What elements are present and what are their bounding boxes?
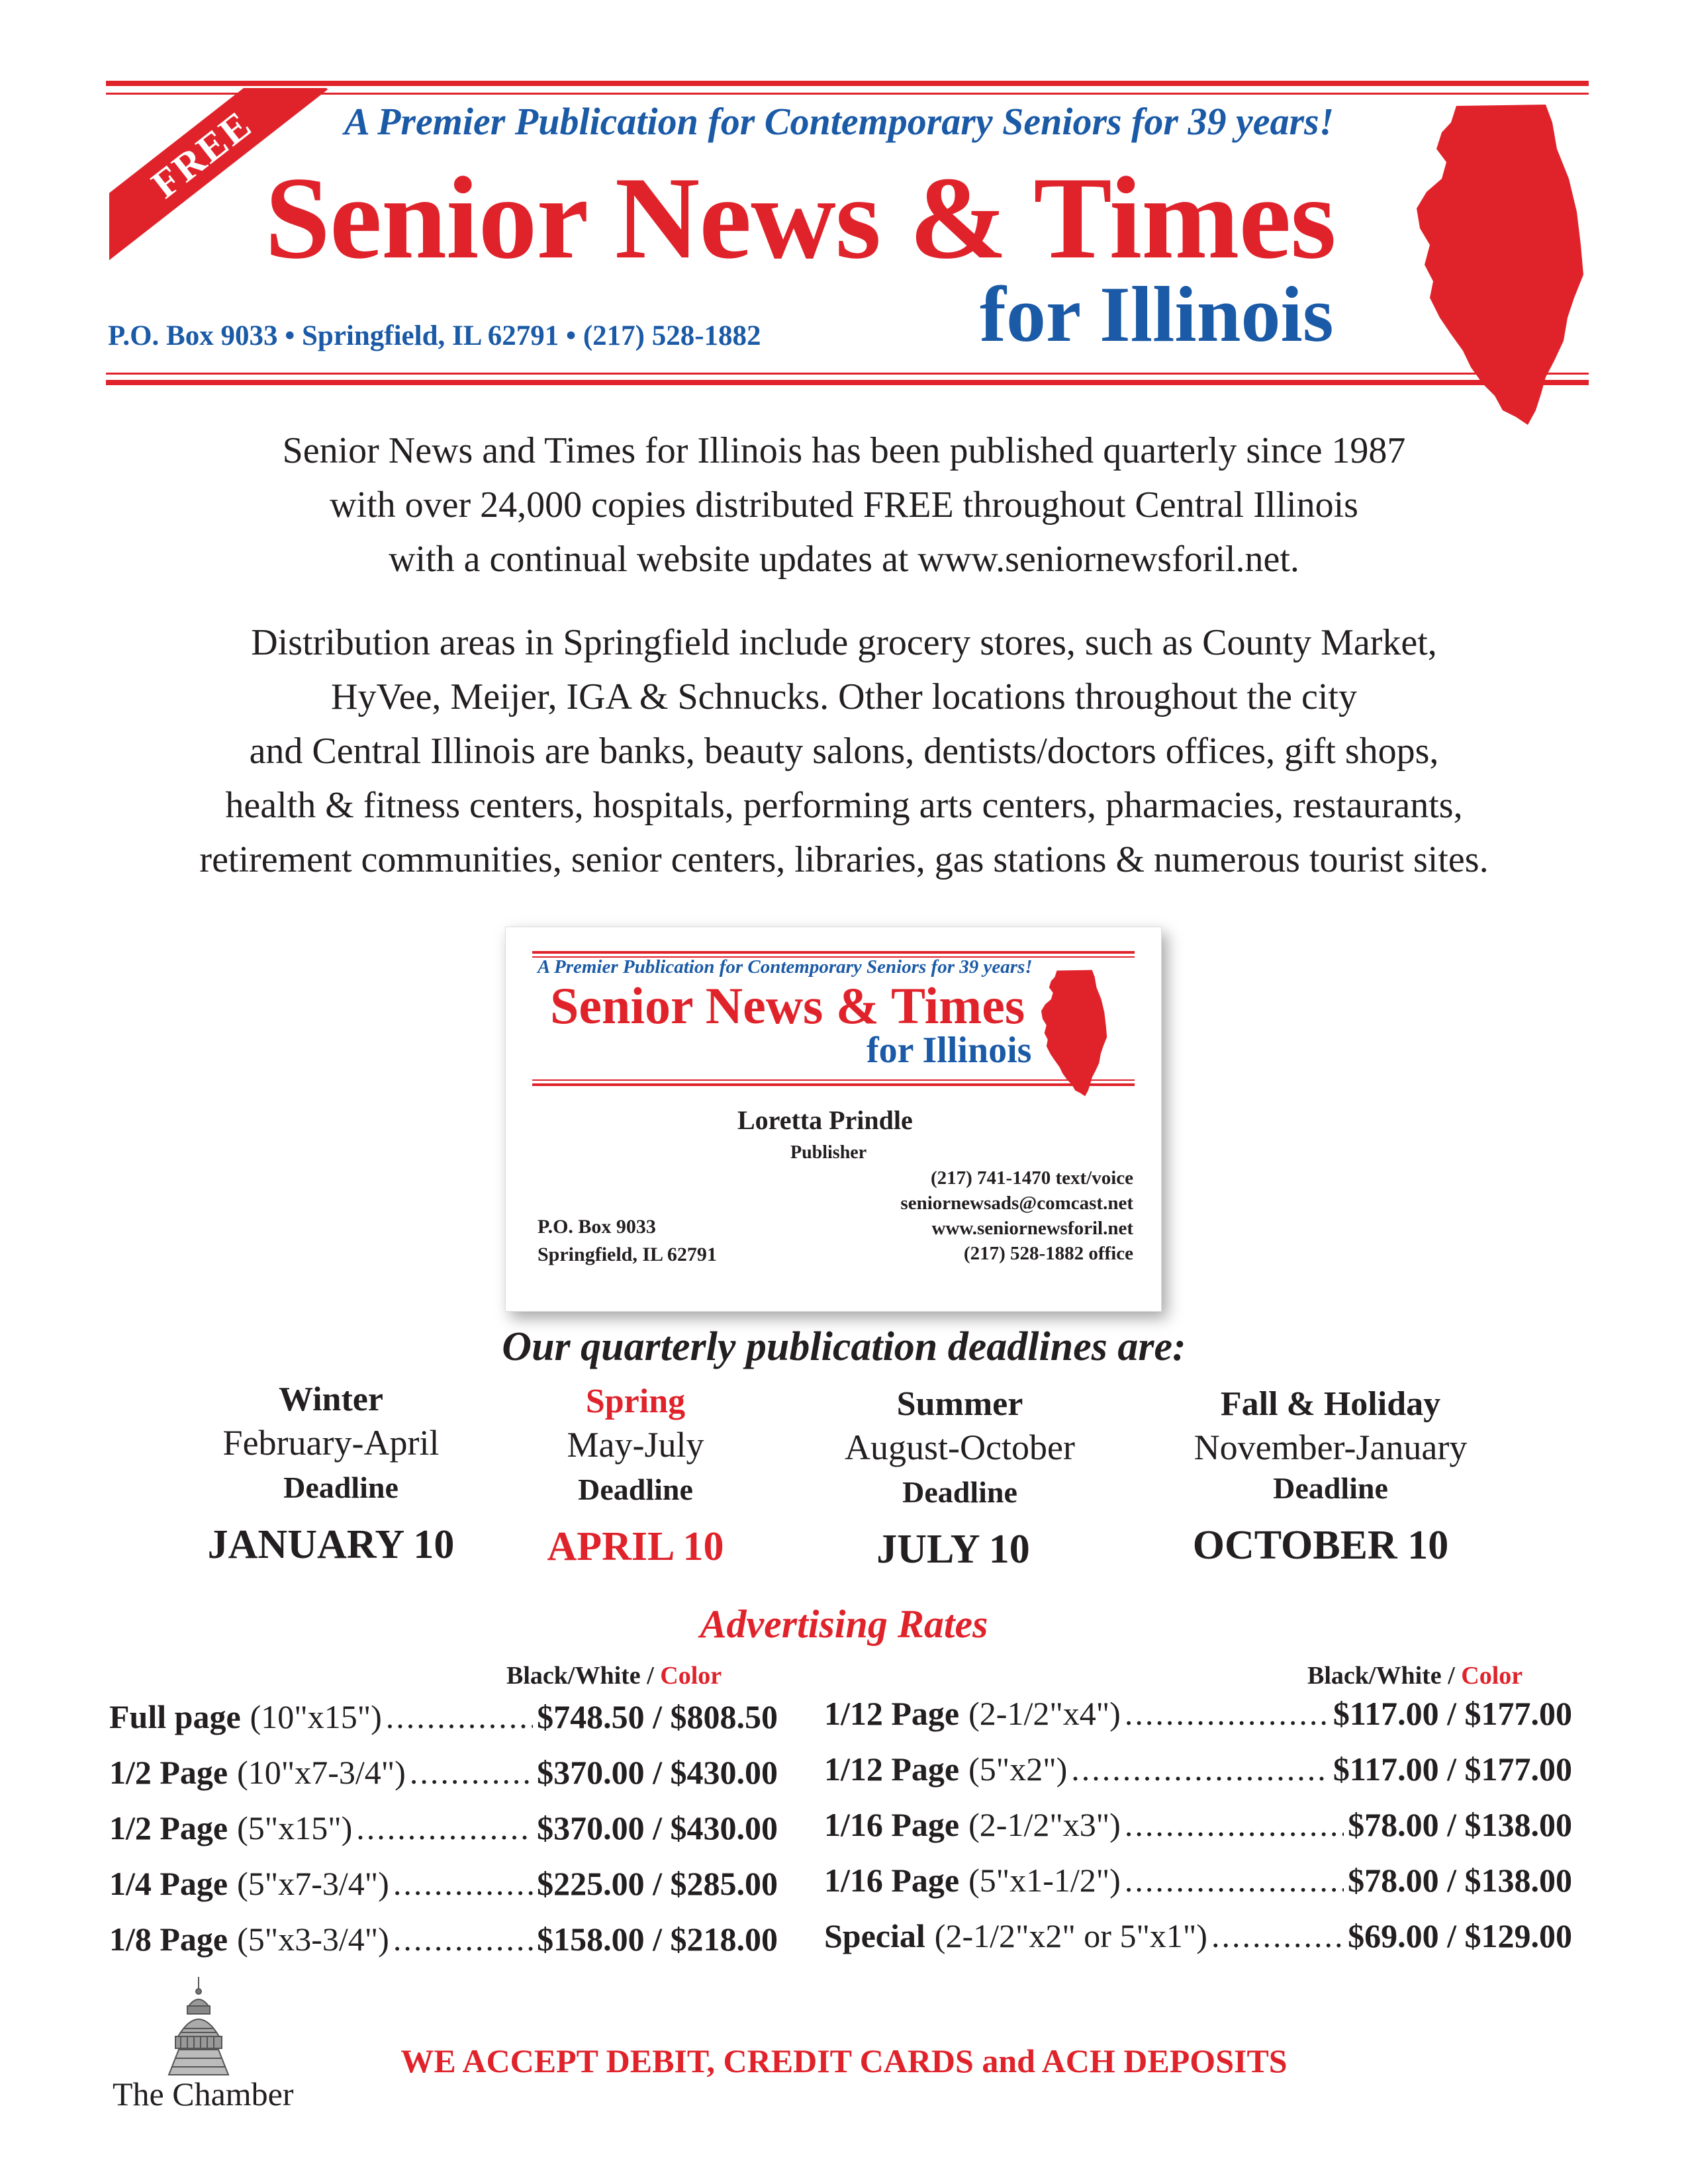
intro-line: Senior News and Times for Illinois has been published quarterly since 1987 (282, 430, 1406, 471)
payment-note: WE ACCEPT DEBIT, CREDIT CARDS and ACH DEPOSITS (400, 2042, 1288, 2079)
column-separator: / (640, 1662, 661, 1690)
rate-leader-dots (1125, 1694, 1329, 1733)
rate-row (824, 1750, 1572, 1801)
intro-line: with over 24,000 copies distributed FREE throughout Central Illinois (330, 484, 1358, 525)
season-winter (152, 1380, 510, 1569)
card-contact-details (900, 1165, 1133, 1266)
season-name: Winter (279, 1381, 383, 1418)
rate-ad-size: (2-1/2"x2" or 5"x1") (934, 1917, 1207, 1954)
intro-line: HyVee, Meijer, IGA & Schnucks. Other locations throughout the city (331, 676, 1357, 717)
rate-row (109, 1753, 778, 1805)
rate-leader-dots (1071, 1750, 1329, 1788)
rate-ad-size: (5"x2") (968, 1751, 1068, 1788)
rate-ad-size: (2-1/2"x3") (968, 1806, 1121, 1843)
column-bw-label: Black/White (1307, 1662, 1442, 1690)
rate-ad-name: 1/16 Page (824, 1806, 960, 1843)
season-deadline-date: JULY 10 (876, 1527, 1030, 1572)
season-name: Spring (585, 1383, 686, 1420)
rate-price: $78.00 / $138.00 (1348, 1806, 1572, 1843)
chamber-label: The Chamber (113, 2075, 294, 2113)
card-po-box: P.O. Box 9033 (538, 1216, 656, 1238)
rate-ad-size: (5"x7-3/4") (237, 1865, 389, 1902)
intro-paragraph-2 (0, 615, 1688, 887)
rate-ad-size: (5"x15") (237, 1809, 353, 1846)
season-name: Fall & Holiday (1220, 1385, 1441, 1423)
rate-ad-name: 1/12 Page (824, 1695, 960, 1732)
season-deadline-date: OCTOBER 10 (1192, 1523, 1449, 1568)
intro-line: Distribution areas in Springfield include grocery stores, such as County Market, (251, 622, 1437, 663)
rate-ad-size: (2-1/2"x4") (968, 1695, 1121, 1732)
rate-price: $370.00 / $430.00 (537, 1809, 778, 1846)
season-deadline-label: Deadline (578, 1473, 693, 1506)
rate-price: $117.00 / $177.00 (1333, 1695, 1572, 1732)
column-color-label: Color (660, 1662, 722, 1690)
rate-price: $225.00 / $285.00 (537, 1865, 778, 1902)
masthead-tagline: A Premier Publication for Contemporary Seniors for 39 years! (344, 100, 1335, 143)
rate-price: $748.50 / $808.50 (537, 1698, 778, 1735)
rate-price: $78.00 / $138.00 (1348, 1862, 1572, 1899)
masthead-bottom-rule-thin (106, 373, 1589, 375)
rate-price: $69.00 / $129.00 (1348, 1917, 1572, 1954)
rate-ad-name: 1/8 Page (109, 1921, 228, 1958)
season-spring (457, 1382, 814, 1570)
masthead-subtitle: for Illinois (980, 270, 1334, 358)
business-card (505, 927, 1162, 1312)
masthead-title: Senior News & Times (265, 152, 1336, 283)
rate-row (109, 1809, 778, 1860)
card-subtitle: for Illinois (867, 1030, 1032, 1071)
intro-paragraph-1 (0, 424, 1688, 586)
season-months: May-July (567, 1425, 704, 1465)
intro-line: health & fitness centers, hospitals, performing arts centers, pharmacies, restaurants, (225, 785, 1463, 826)
rate-price: $370.00 / $430.00 (537, 1754, 778, 1791)
rate-row (824, 1694, 1572, 1746)
season-deadline-date: JANUARY 10 (207, 1522, 455, 1567)
column-separator: / (1441, 1662, 1462, 1690)
rate-row (109, 1698, 778, 1749)
rates-left-column-header (506, 1661, 722, 1690)
card-contact-role: Publisher (790, 1142, 867, 1163)
card-phone-text: (217) 741-1470 text/voice (930, 1167, 1133, 1189)
season-months: February-April (222, 1423, 440, 1463)
rate-ad-size: (10"x15") (250, 1698, 382, 1735)
rate-leader-dots (1211, 1917, 1344, 1955)
rate-row (824, 1861, 1572, 1913)
rate-row (109, 1864, 778, 1916)
rate-ad-name: 1/2 Page (109, 1809, 228, 1846)
card-tagline: A Premier Publication for Contemporary Seniors for 39 years! (538, 956, 1033, 978)
rate-ad-name: Full page (109, 1698, 241, 1735)
rate-row (824, 1917, 1572, 1968)
season-fall-holiday (1152, 1385, 1509, 1569)
rate-row (824, 1805, 1572, 1857)
card-website: www.seniornewsforil.net (931, 1218, 1133, 1239)
card-top-rule-thick (532, 951, 1135, 954)
rate-leader-dots (356, 1809, 533, 1847)
rate-price: $158.00 / $218.00 (537, 1921, 778, 1958)
masthead-bottom-rule-thick (106, 380, 1589, 385)
intro-line: and Central Illinois are banks, beauty salons, dentists/doctors offices, gift shops, (249, 731, 1439, 772)
card-contact-name: Loretta Prindle (737, 1105, 913, 1135)
intro-line: retirement communities, senior centers, libraries, gas stations & numerous tourist sites. (199, 839, 1489, 880)
card-illinois-map-icon (1039, 964, 1125, 1103)
rate-ad-name: 1/12 Page (824, 1751, 960, 1788)
deadlines-heading: Our quarterly publication deadlines are: (502, 1324, 1186, 1369)
rate-row (109, 1920, 778, 1972)
rate-ad-name: Special (824, 1917, 925, 1954)
season-summer (781, 1385, 1139, 1573)
intro-line: with a continual website updates at www.seniornewsforil.net. (389, 539, 1299, 580)
column-color-label: Color (1461, 1662, 1523, 1690)
advertising-rates-heading: Advertising Rates (700, 1602, 988, 1646)
rates-right-column-header (1307, 1661, 1523, 1690)
rate-ad-size: (5"x3-3/4") (237, 1921, 389, 1958)
card-city: Springfield, IL 62791 (538, 1244, 717, 1265)
rate-leader-dots (410, 1753, 533, 1792)
card-title: Senior News & Times (550, 977, 1025, 1034)
rate-leader-dots (386, 1698, 533, 1736)
card-email: seniornewsads@comcast.net (900, 1193, 1133, 1214)
season-name: Summer (896, 1385, 1023, 1423)
rate-ad-size: (5"x1-1/2") (968, 1862, 1121, 1899)
season-deadline-date: APRIL 10 (547, 1524, 724, 1569)
rate-ad-name: 1/4 Page (109, 1865, 228, 1902)
season-months: November-January (1194, 1428, 1468, 1467)
season-deadline-label: Deadline (1273, 1471, 1388, 1505)
rate-ad-name: 1/16 Page (824, 1862, 960, 1899)
card-office-phone: (217) 528-1882 office (963, 1243, 1133, 1264)
illinois-map-icon (1410, 99, 1628, 430)
column-bw-label: Black/White (506, 1662, 641, 1690)
free-label: FREE (109, 88, 328, 261)
rate-leader-dots (393, 1864, 533, 1903)
rate-ad-size: (10"x7-3/4") (237, 1754, 406, 1791)
rate-leader-dots (393, 1920, 533, 1958)
card-address (538, 1213, 717, 1269)
masthead-top-rule-thick (106, 81, 1589, 86)
rate-price: $117.00 / $177.00 (1333, 1751, 1572, 1788)
rate-leader-dots (1125, 1805, 1344, 1844)
season-deadline-label: Deadline (902, 1475, 1017, 1509)
rate-ad-name: 1/2 Page (109, 1754, 228, 1791)
rate-leader-dots (1125, 1861, 1344, 1899)
masthead-address: P.O. Box 9033 • Springfield, IL 62791 • (217) 528-1882 (108, 320, 761, 351)
season-months: August-October (845, 1428, 1075, 1467)
season-deadline-label: Deadline (283, 1471, 399, 1504)
